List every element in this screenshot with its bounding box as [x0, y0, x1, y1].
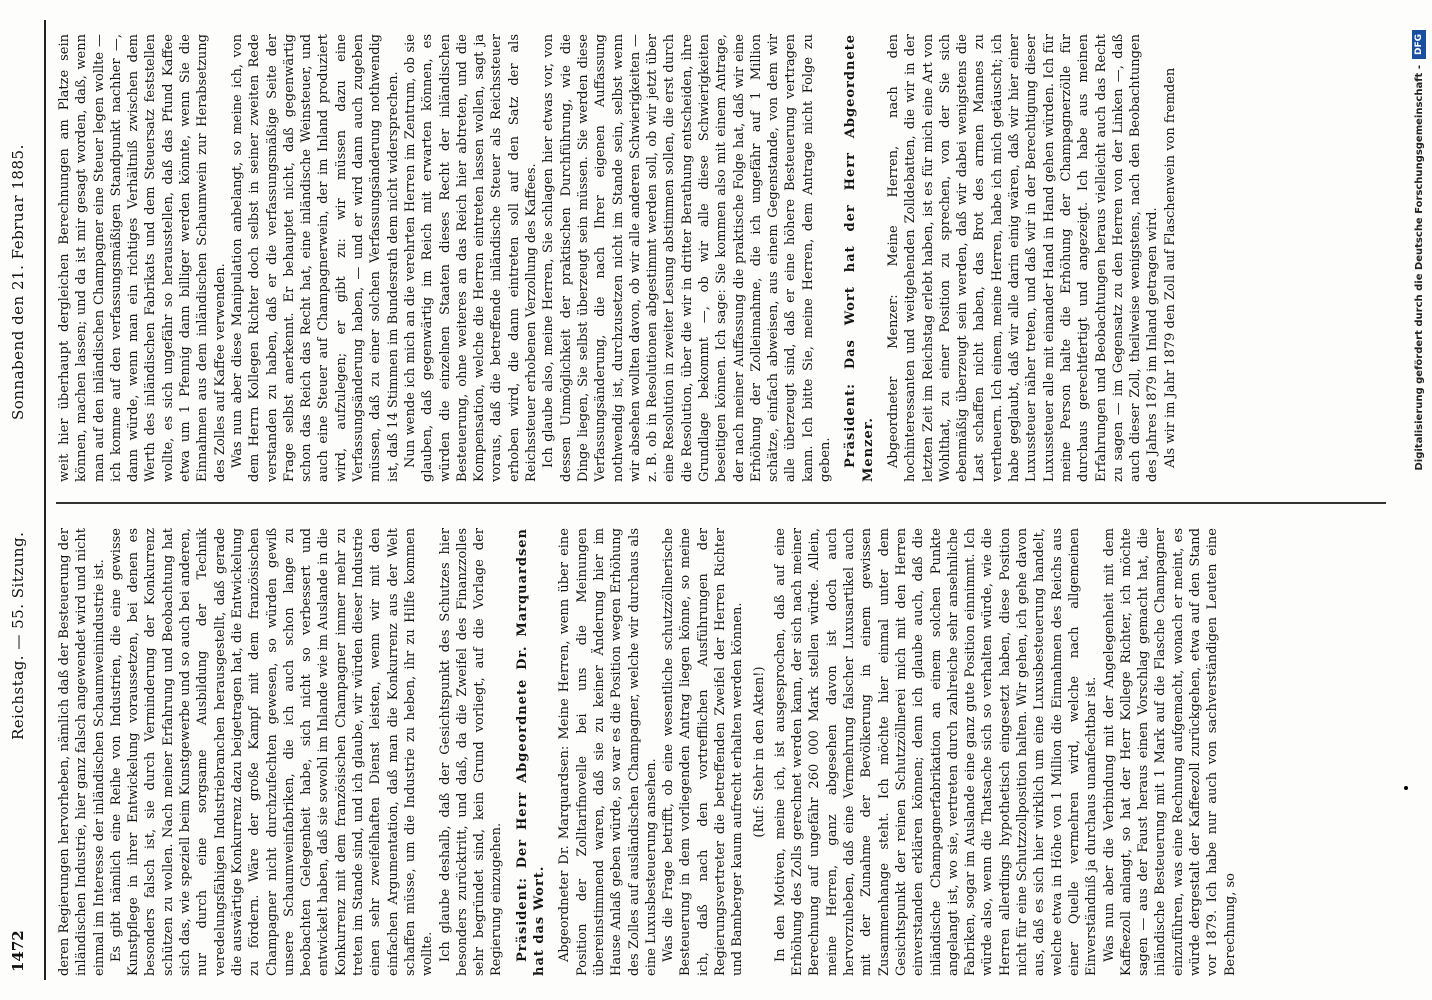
paragraph: Abgeordneter Menzer: Meine Herren, nach den hochinteressanten und weitgehenden Zolldebatten, die wir in der letzten Zeit im Reichstag erlebt haben, ist es für mich eine Art von Wohlthat, zu einer Position zu sprechen, von der Sie sich ebenmäßig überzeugt sein werden, daß wir dabei wenigstens die Last schaffen nicht haben, das Brot des armen Mannes zu vertheuern. Ich einem, meine Herren, habe ich mich getäuscht; ich habe geglaubt, daß wir alle darin einig wären, daß wir hier einer Luxussteuer näher treten, und daß wir in der Berechtigung dieser Luxussteuer alle mit einander Hand in Hand gehen würden. Ich für meine Person halte die Erhöhung der Champagnerzölle für durchaus gerechtfertigt und angezeigt. Ich habe aus meinen Erfahrungen und Beobachtungen heraus vielleicht auch das Recht zu sagen — im Gegensatz zu den Herren von der Linken —, daß auch dieser Zoll, theilweise wenigstens, nach den Beobachtungen des Jahres 1879 im Inland getragen wird.	[885, 34, 1161, 482]
session-date: Sonnabend den 21. Februar 1885.	[9, 144, 27, 420]
paragraph: Abgeordneter Dr. Marquardsen: Meine Herren, wenn über eine Position der Zolltarifnovelle bei uns die Meinungen übereinstimmend waren, daß sie zu keiner Änderung hier im Hause Anlaß geben würde, so war es die Position wegen Erhöhung des Zolles auf ausländischen Champagner, welche wir durchaus als eine Luxusbesteuerung ansehen.	[557, 528, 659, 976]
column-rule	[56, 503, 1386, 505]
paragraph: Ich glaube also, meine Herren, Sie schlagen hier etwas vor, von dessen Unmöglichkeit der praktischen Durchführung, wie die Dinge liegen, Sie selbst überzeugt sein müssen. Sie werden diese Verfassungsänderung, die nach Ihrer eigenen Auffassung nothwendig ist, durchzusetzen nicht im Stande sein, selbst wenn wir absehen wollten davon, ob wir alle anderen Schwierigkeiten — z. B. ob in Resolutionen abgestimmt werden soll, ob wir jetzt über eine Resolution in zweiter Lesung abstimmen sollen, die erst durch die Resolution, über die wir in dritter Berathung entscheiden, ihre Grundlage bekommt —, ob wir alle diese Schwierigkeiten beseitigen können. Ich sage: Sie kommen also mit einem Antrage, der nach meiner Auffassung die praktische Folge hat, daß wir eine Erhöhung der Zolleinnahme, die ich ungefähr auf 1 Million schätze, einfach abweisen, aus einem Gegenstande, von dem wir alle überzeugt sind, daß er eine höhere Besteuerung vertragen kann. Ich bitte Sie, meine Herren, dem Antrage nicht Folge zu geben.	[541, 34, 834, 482]
paragraph: Was nun aber diese Manipulation anbelangt, so meine ich, von dem Herrn Kollegen Richter doch selbst in seiner zweiten Rede verstanden zu haben, daß er die verfassungsmäßige Seite der Frage selbst anerkennt. Er behauptet nicht, daß gegenwärtig schon das Reich das Recht hat, eine inländische Weinsteuer, und auch eine Steuer auf Champagnerwein, der im Inland produziert wird, aufzulegen; er gibt zu: wir müssen dazu eine Verfassungsänderung haben, — und er wird dann auch zugeben müssen, daß zu einer solchen Verfassungsänderung nothwendig ist, daß 14 Stimmen im Bundesrath dem nicht widersprechen.	[229, 34, 401, 482]
running-title: Reichstag. — 55. Sitzung.	[9, 531, 27, 740]
left-column	[56, 528, 1386, 976]
page-number: 1472	[9, 930, 27, 972]
speaker-announcement: Präsident: Der Herr Abgeordnete Dr. Marquardsen hat das Wort.	[514, 528, 548, 976]
paragraph: In den Motiven, meine ich, ist ausgesprochen, daß auf eine Erhöhung des Zolls gerechnet werden kann, der sich nach meiner Berechnung auf ungefähr 260 000 Mark stellen würde. Allein, meine Herren, ganz abgesehen davon ist doch auch hervorzuheben, daß eine Vermehrung falscher Luxusartikel auch mit der Zunahme der Bevölkerung in einem gewissen Zusammenhange steht. Ich möchte hier einmal unter dem Gesichtspunkt der reinen Schutzzöllnerei mich mit den Herren einverstanden erklären können; denn ich glaube auch, daß die inländische Champagnerfabrikation an einem solchen Punkte angelangt ist, wo sie, vertreten durch zahlreiche sehr ansehnliche Fabriken, sogar im Auslande eine ganz gute Position einnimmt. Ich würde also, wenn die Thatsache sich so verhalten würde, wie die Herren allerdings hypothetisch eingesetzt haben, diese Position nicht für eine Schutzzollposition halten. Wir gehen, ich gehe davon aus, daß es sich hier wirklich um eine Luxusbesteuerung handelt, welche etwa in Höhe von 1 Million die Einnahmen des Reichs aus einer Quelle vermehren wird, welche nach allgemeinen Einverständniß ja durchaus unanfechtbar ist.	[772, 528, 1100, 976]
paragraph: Es gibt nämlich eine Reihe von Industrien, die eine gewisse Kunstpflege in ihrer Entwickelung voraussetzen, bei denen es besonders falsch ist, sie durch Verminderung der Konkurrenz schützen zu wollen. Nach meiner Erfahrung und Beobachtung hat sich das, wie speziell beim Kunstgewerbe und so auch bei anderen, nur durch eine sorgsame Ausbildung der Technik veredelungsfähigen Industriebranchen herausgestellt, daß gerade die auswärtige Konkurrenz dazu beigetragen hat, die Entwickelung zu fördern. Wäre der große Kampf mit dem französischen Champagner nicht durchzufechten gewesen, so würden gewiß unsere Schaumweinfabriken, die ich auch schon lange zu beobachten Gelegenheit habe, sich nicht so verbessert und entwickelt haben, daß sie sowohl im Inlande wie im Auslande in die Konkurrenz mit dem französischen Champagner immer mehr zu treten im Stande sind, und ich glaube, wir würden dieser Industrie einen sehr zweifelhaften Dienst leisten, wenn wir mit den einfachen Argumentation, daß man die Konkurrenz aus der Welt schaffen müsse, um die Industrie zu heben, ihr zu Hilfe kommen wollte.	[108, 528, 436, 976]
interjection: (Ruf: Stehr in den Akten!)	[751, 666, 767, 838]
paragraph: Als wir im Jahr 1879 den Zoll auf Flaschenwein von fremden	[1162, 67, 1178, 468]
scan-speck	[1404, 786, 1408, 790]
paragraph: Was nun aber die Verbindung mit der Angelegenheit mit dem Kaffeezoll anlangt, so hat der Herr Kollege Richter, ich möchte sagen — aus der Faust heraus einen Vorschlag gemacht hat, die inländische Besteuerung mit 1 Mark auf die Flasche Champagner einzuführen, was eine Rechnung aufgemacht, wonach er meint, es würde dergestalt der Kaffeezoll zurückgehen, etwa auf den Stand vor 1879. Ich habe nur auch von sachverständigen Leuten eine Berechnung, so	[1101, 528, 1238, 976]
paragraph: Was die Frage betrifft, ob eine wesentliche schutzzöllnerische Besteuerung in dem vorliegenden Antrag liegen könne, so meine ich, daß nach den vortrefflichen Ausführungen der Regierungsvertreter die betreffenden Zweifel der Herren Richter und Bamberger kaum aufrecht erhalten werden können.	[661, 528, 746, 976]
paragraph: deren Regierungen hervorheben, nämlich daß der Besteuerung der inländischen Industrie, hier ganz falsch angewendet wird und nicht einmal im Interesse der inländischen Schaumweinindustrie ist.	[57, 528, 107, 976]
speaker-announcement: Präsident: Das Wort hat der Herr Abgeordnete Menzer.	[843, 34, 876, 482]
paragraph: weit hier überhaupt dergleichen Berechnungen am Platze sein können, machen lassen; und da ist mir gesagt worden, daß, wenn man auf den inländischen Champagner eine Steuer legen wollte — ich komme auf den verfassungsmäßigen Standpunkt nachher —, dann würde, wenn man ein richtiges Verhältniß zwischen dem Werth des inländischen Fabrikats und dem Steuersatz feststellen wollte, es sich ungefähr so herausstellen, daß das Pfund Kaffee etwa um 1 Pfennig dann billiger werden könnte, wenn Sie die Einnahmen aus dem inländischen Schaumwein zur Herabsetzung des Zolles auf Kaffee verwenden.	[57, 34, 228, 482]
right-column	[56, 34, 1386, 482]
paragraph: Nun wende ich mich an die verehrten Herren im Zentrum, ob sie glauben, daß gegenwärtig im Reich mit erwarten können, es würden die einzelnen Staaten dieses Recht der inländischen Besteuerung, ohne weiteres an das Reich hier abtreten, und die Kompensation, welche die Herren eintreten lassen wollen, sagt ja voraus, daß die betreffende inländische Steuer als Reichssteuer erhoben wird, die dann eintreten soll auf den Satz der als Reichssteuer erhobenen Verzollung des Kaffees.	[402, 34, 540, 482]
digitization-credit-strip	[1410, 0, 1432, 1000]
header-rule	[44, 20, 46, 980]
paragraph: Ich glaube deshalb, daß der Gesichtspunkt des Schutzes hier besonders zurücktritt, und daß, da die Zweifel des Finanzzolles sehr begründet sind, kein Grund vorliegt, auf die Vorlage der Regierung einzugehen.	[437, 528, 505, 976]
dfg-logo: DFG	[1412, 30, 1426, 59]
credit-text: Digitalisierung gefördert durch die Deutsche Forschungsgemeinschaft -	[1414, 65, 1425, 471]
digitization-credit	[1410, 30, 1430, 710]
